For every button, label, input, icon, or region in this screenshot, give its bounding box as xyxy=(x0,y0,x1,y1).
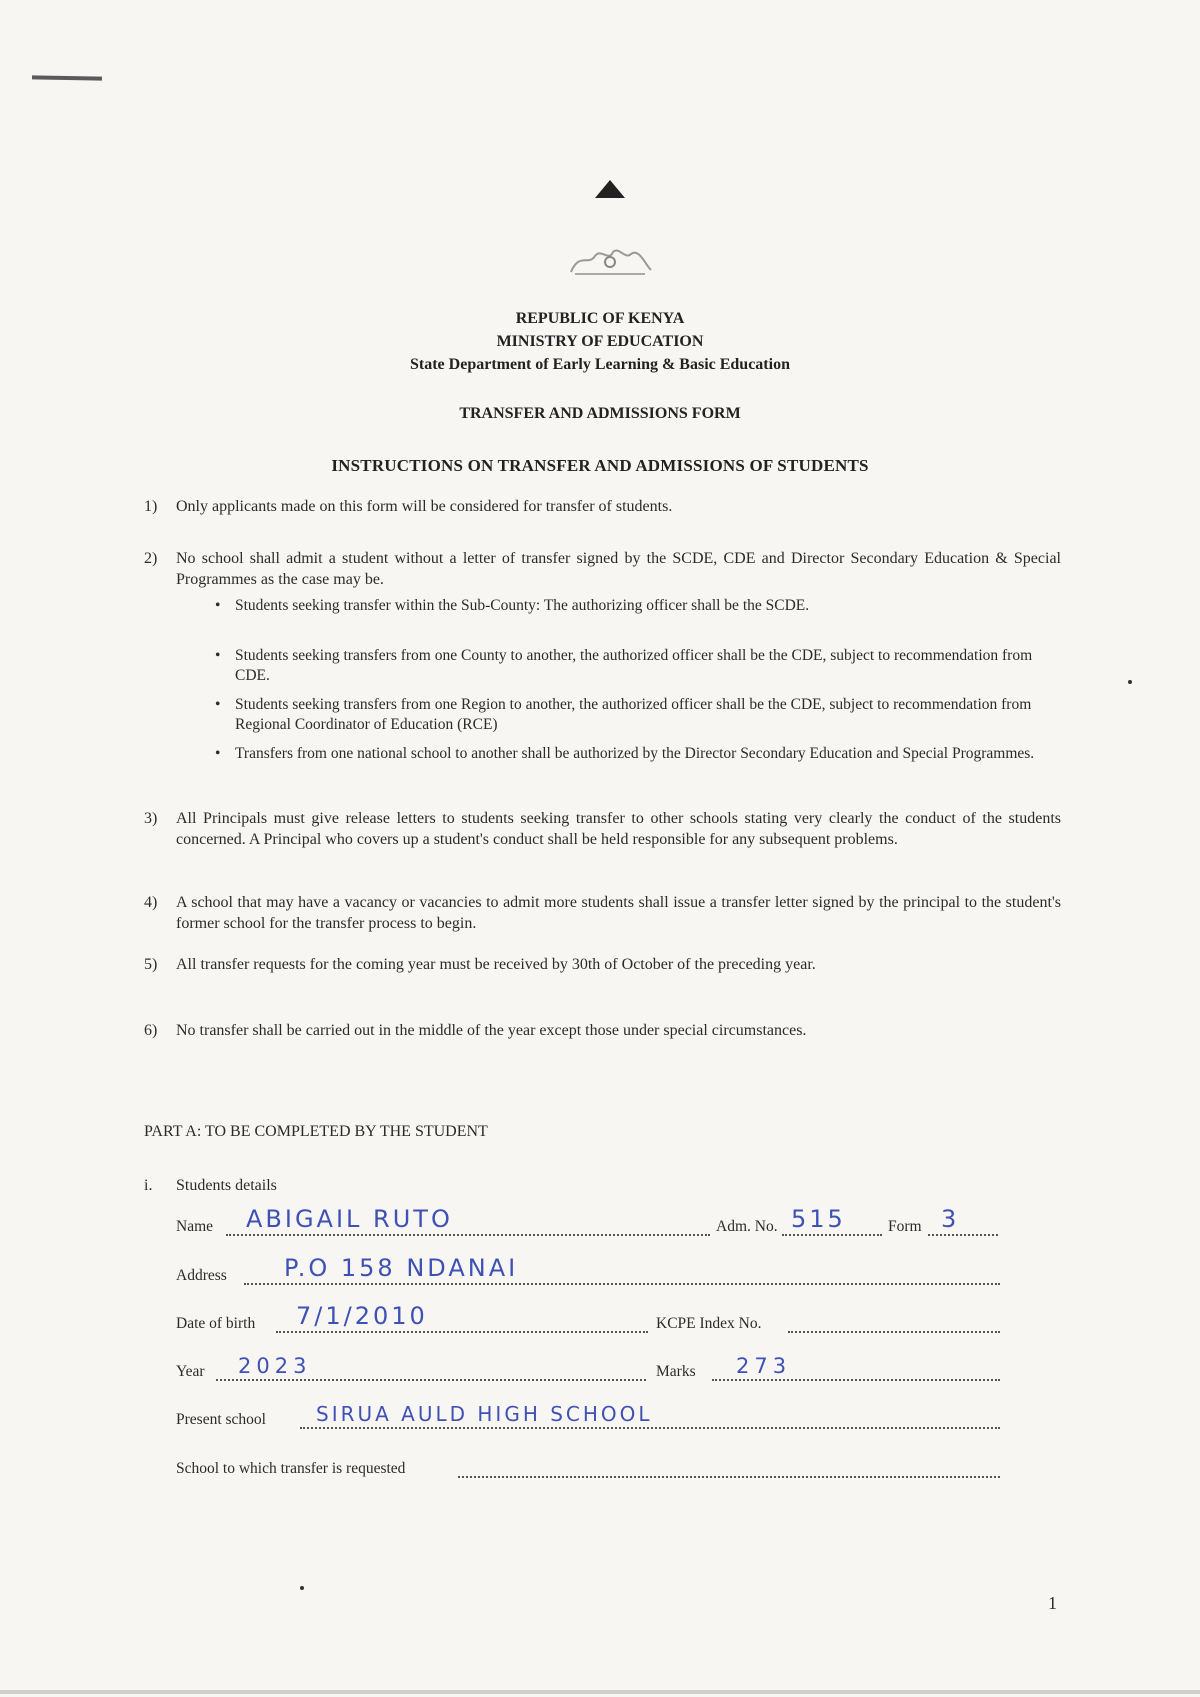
year-field[interactable]: 2023 xyxy=(238,1354,312,1378)
coat-of-arms-icon xyxy=(585,180,635,270)
instruction-text: All Principals must give release letters to students seeking transfer to other schools stating very clearly the conduct of the students concerned. A Principal who covers up a student's conduct shall be held responsible for any subsequent problems. xyxy=(176,810,1061,848)
dob-field[interactable]: 7/1/2010 xyxy=(296,1302,428,1330)
header-department: State Department of Early Learning & Basic Education xyxy=(410,356,790,373)
marks-field[interactable]: 273 xyxy=(736,1354,792,1378)
instruction-text: No transfer shall be carried out in the middle of the year except those under special circumstances. xyxy=(176,1022,807,1039)
address-label: Address xyxy=(176,1267,227,1284)
section-number: i. xyxy=(144,1177,153,1194)
present-school-field[interactable]: SIRUA AULD HIGH SCHOOL xyxy=(316,1402,653,1426)
present-school-label: Present school xyxy=(176,1411,266,1428)
part-a-title: PART A: TO BE COMPLETED BY THE STUDENT xyxy=(144,1123,488,1140)
instruction-number: 3) xyxy=(144,810,158,827)
instruction-number: 1) xyxy=(144,498,158,515)
marks-label: Marks xyxy=(656,1363,696,1380)
instruction-bullet: • Transfers from one national school to another shall be authorized by the Director Secondary Education and Special Programmes. xyxy=(235,744,1061,764)
instructions-title: INSTRUCTIONS ON TRANSFER AND ADMISSIONS OF STUDENTS xyxy=(331,456,869,475)
instruction-text: Only applicants made on this form will be considered for transfer of students. xyxy=(176,498,673,515)
section-title: Students details xyxy=(176,1177,277,1194)
form-field[interactable]: 3 xyxy=(941,1205,960,1233)
kcpe-dotted-line xyxy=(788,1329,1000,1333)
scan-dot xyxy=(1128,680,1132,684)
header-republic: REPUBLIC OF KENYA xyxy=(515,310,685,327)
scan-mark xyxy=(32,75,102,80)
instruction-text: All transfer requests for the coming year must be received by 30th of October of the preceding year. xyxy=(176,956,816,973)
page-edge xyxy=(0,1690,1200,1694)
year-label: Year xyxy=(176,1363,205,1380)
name-label: Name xyxy=(176,1218,214,1235)
dob-label: Date of birth xyxy=(176,1315,256,1332)
name-row xyxy=(176,1205,1026,1240)
instruction-number: 6) xyxy=(144,1022,158,1039)
requested-school-label: School to which transfer is requested xyxy=(176,1460,406,1477)
instruction-number: 2) xyxy=(144,550,158,567)
header-ministry: MINISTRY OF EDUCATION xyxy=(496,333,704,350)
adm-field[interactable]: 515 xyxy=(791,1205,846,1233)
present-school-row xyxy=(176,1403,1026,1433)
instruction-bullet: • Students seeking transfer within the Sub-County: The authorizing officer shall be the SCDE. xyxy=(235,596,1061,616)
year-row xyxy=(176,1355,1026,1385)
form-label: Form xyxy=(888,1218,922,1235)
instruction-bullet: • Students seeking transfers from one Region to another, the authorized officer shall be the CDE, subject to recommendation from Regional Coordinator of Education (RCE) xyxy=(235,695,1061,735)
form-title: TRANSFER AND ADMISSIONS FORM xyxy=(459,405,741,422)
emblem-crest-icon xyxy=(565,242,655,278)
emblem-top-icon xyxy=(595,180,625,198)
instruction-text: No school shall admit a student without a letter of transfer signed by the SCDE, CDE and Director Secondary Education & Special Programmes as the case may be. xyxy=(176,550,1061,588)
instruction-number: 4) xyxy=(144,894,158,911)
form-dotted-line xyxy=(928,1232,998,1236)
instruction-number: 5) xyxy=(144,956,158,973)
address-field[interactable]: P.O 158 NDANAI xyxy=(284,1254,519,1282)
instruction-text: A school that may have a vacancy or vacancies to admit more students shall issue a transfer letter signed by the principal to the student's former school for the transfer process to begin. xyxy=(176,894,1061,932)
name-field[interactable]: ABIGAIL RUTO xyxy=(246,1205,453,1233)
scan-dot xyxy=(300,1586,304,1590)
requested-school-row xyxy=(176,1452,1026,1482)
instruction-bullet: • Students seeking transfers from one County to another, the authorized officer shall be the CDE, subject to recommendation from CDE. xyxy=(235,646,1061,686)
kcpe-label: KCPE Index No. xyxy=(656,1315,762,1332)
adm-label: Adm. No. xyxy=(716,1218,778,1235)
requested-school-dotted-line xyxy=(458,1474,1000,1478)
dob-row xyxy=(176,1302,1026,1337)
address-row xyxy=(176,1254,1026,1289)
page-number: 1 xyxy=(1048,1593,1057,1613)
